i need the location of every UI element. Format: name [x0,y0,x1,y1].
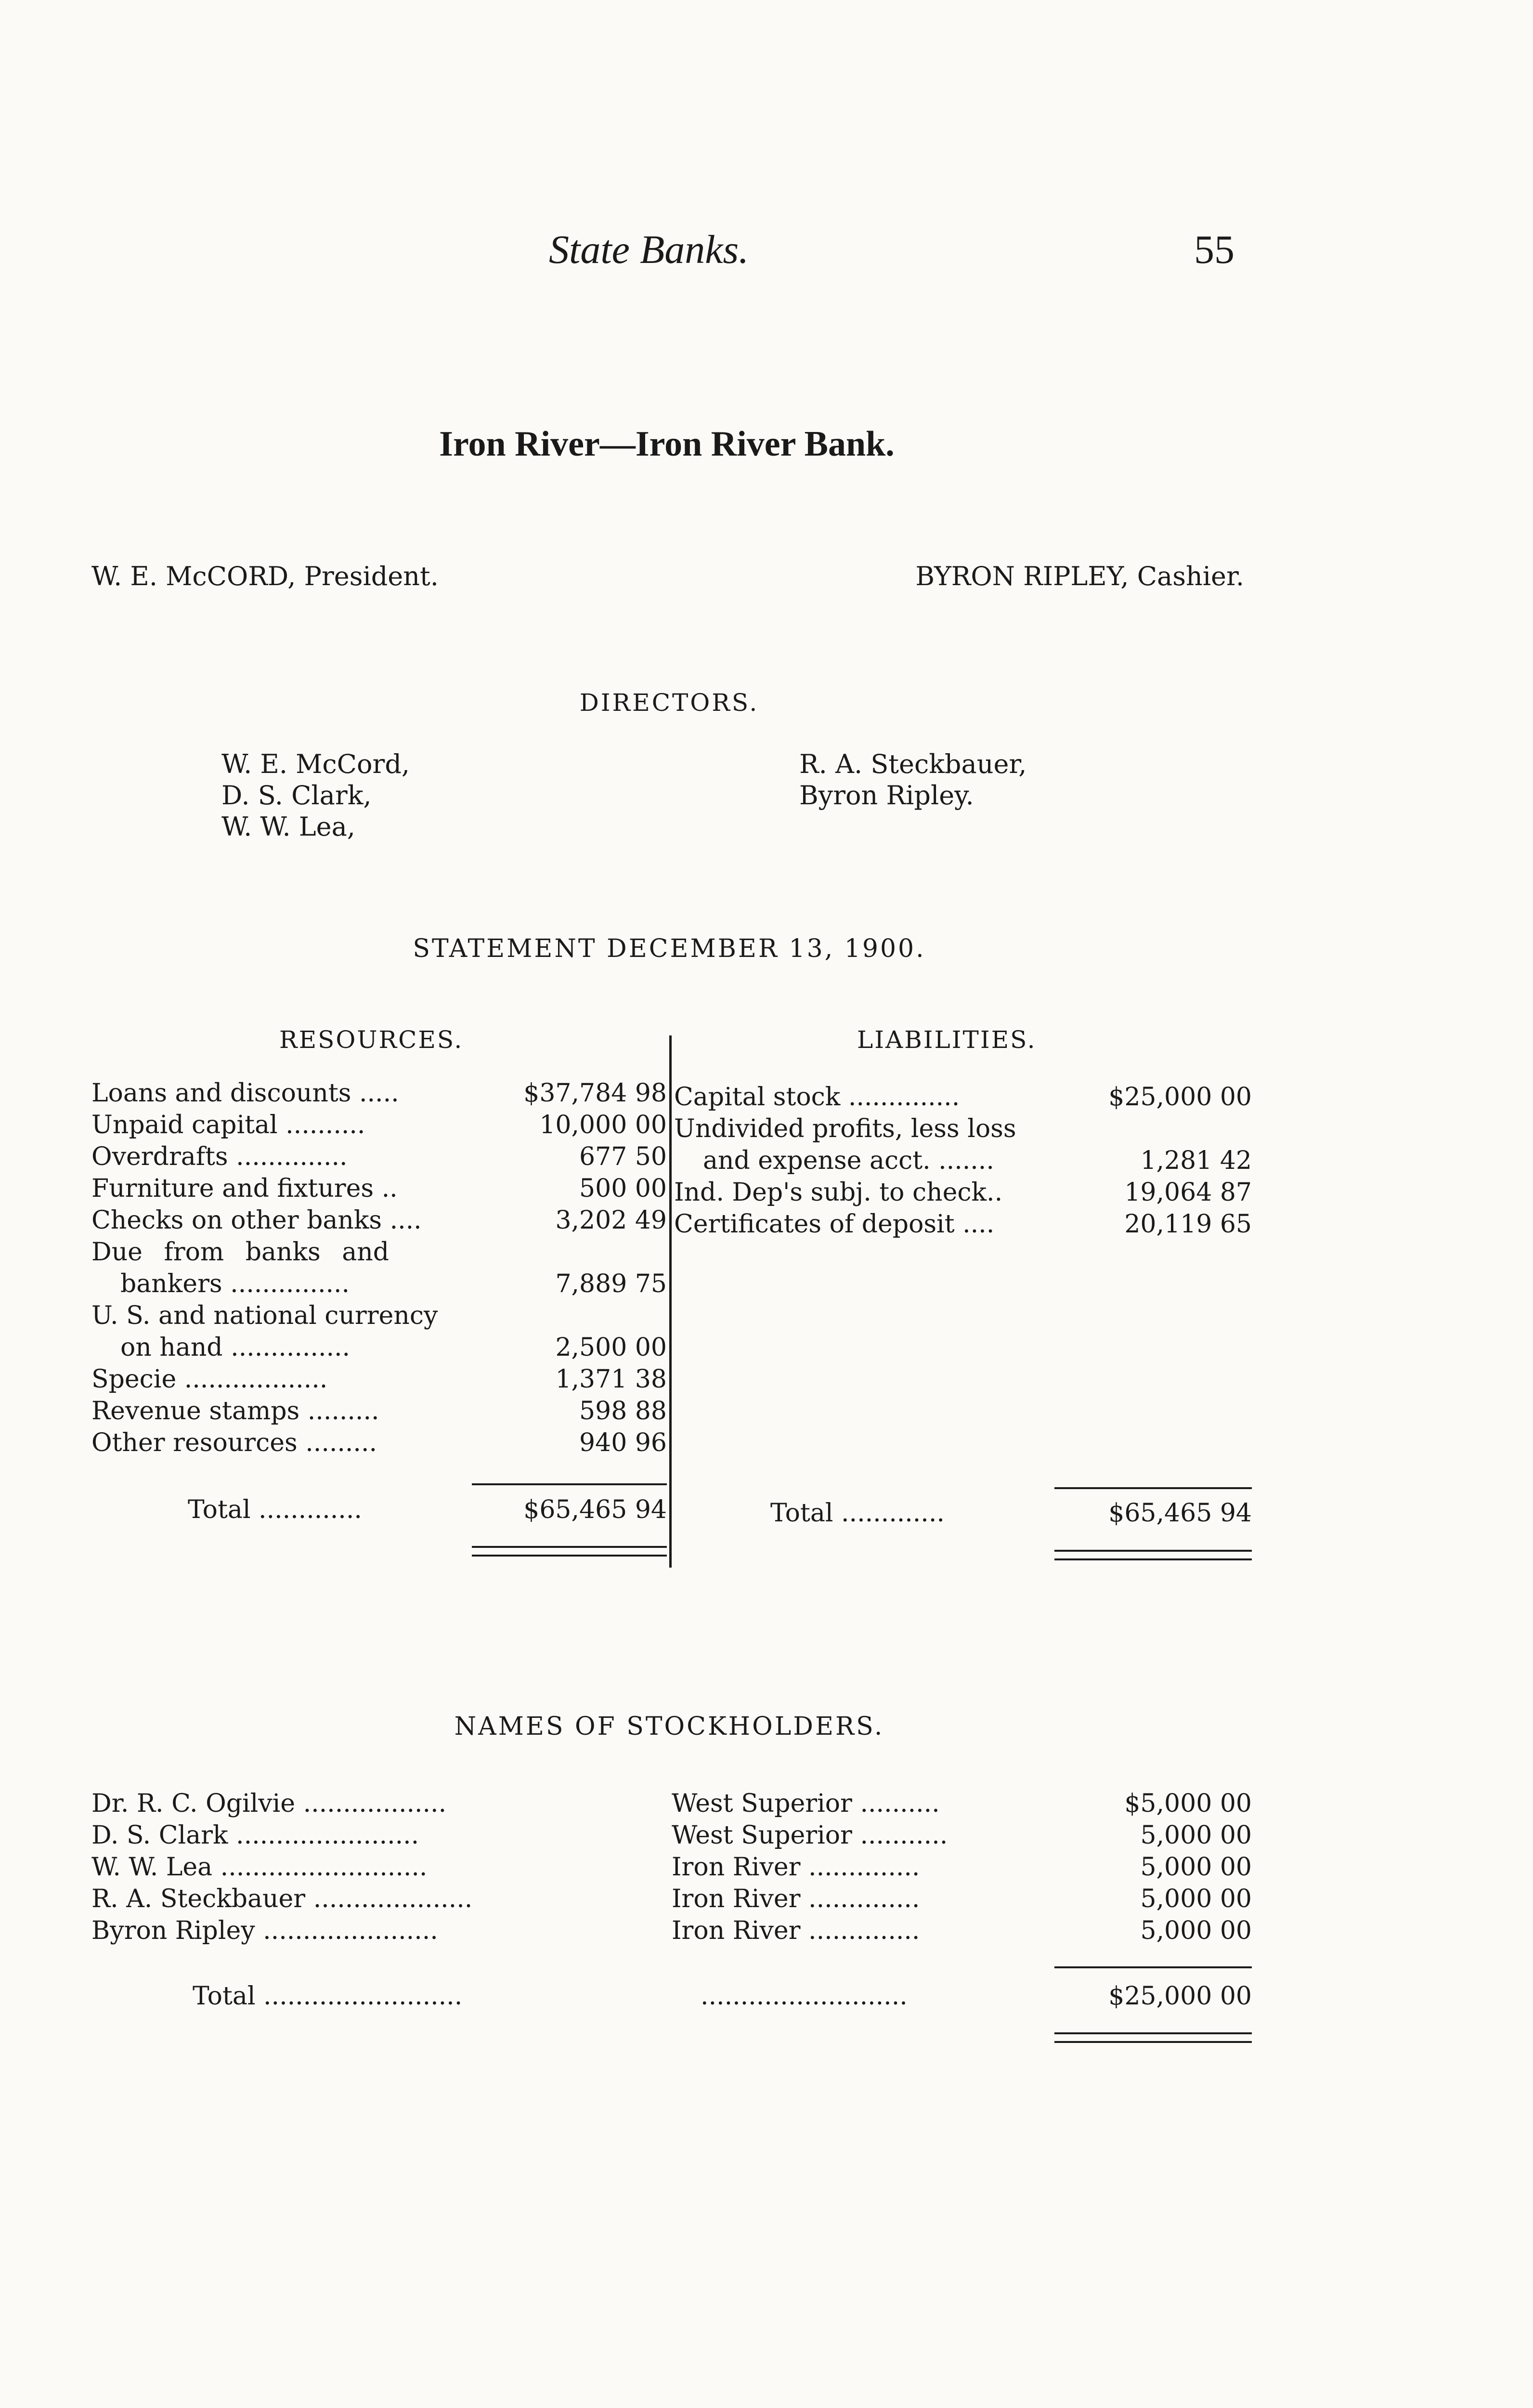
stockholder-row [91,1789,1252,1821]
stockholder-row [91,1853,1252,1885]
resource-label: Unpaid capital .......... [91,1111,365,1139]
stockholder-residence: Iron River .............. [672,1885,920,1913]
resource-row [91,1269,667,1301]
page-number: 55 [1194,227,1234,272]
stockholders-total-dots: .......................... [701,1982,908,2011]
resource-row [91,1111,667,1142]
resource-label: Specie .................. [91,1365,328,1394]
resource-label: Loans and discounts ..... [91,1079,399,1108]
bank-title: Iron River—Iron River Bank. [439,424,895,464]
resource-amount: $37,784 98 [523,1079,667,1108]
director-name: W. W. Lea, [221,811,355,842]
column-divider [669,1035,672,1568]
resource-row [91,1365,667,1397]
liability-label: Certificates of deposit .... [674,1210,995,1239]
stockholder-name: Byron Ripley ...................... [91,1916,438,1945]
liability-label: Ind. Dep's subj. to check.. [674,1178,1003,1207]
resource-row [91,1428,667,1460]
resource-row [91,1142,667,1174]
stockholder-amount: 5,000 00 [1140,1853,1252,1882]
liability-row [674,1210,1252,1242]
resource-label: U. S. and national currency [91,1301,438,1330]
resource-label: bankers ............... [120,1269,350,1298]
stockholder-residence: Iron River .............. [672,1916,920,1945]
stockholders-total-amount: $25,000 00 [1108,1982,1252,2011]
stockholder-amount: 5,000 00 [1140,1916,1252,1945]
resource-amount: 598 88 [579,1397,667,1426]
resource-label: Checks on other banks .... [91,1206,422,1235]
liability-label: Undivided profits, less loss [674,1114,1016,1143]
officer-president: W. E. McCORD, President. [91,561,439,591]
resource-row [91,1079,667,1111]
resource-amount: 500 00 [579,1174,667,1203]
resource-amount: 2,500 00 [555,1333,667,1362]
stockholder-amount: $5,000 00 [1124,1789,1252,1818]
director-name: W. E. McCord, [221,749,410,779]
statement-heading: STATEMENT DECEMBER 13, 1900. [413,934,926,963]
resource-row [91,1238,667,1269]
stockholder-residence: West Superior ........... [672,1821,948,1850]
stockholders-total-row [91,1982,1252,2014]
resource-label: Revenue stamps ......... [91,1397,379,1426]
resource-row [91,1301,667,1333]
resource-label: Due from banks and [91,1238,390,1267]
resource-row [91,1397,667,1428]
resource-amount: 10,000 00 [539,1111,667,1139]
resource-label: Overdrafts .............. [91,1142,348,1171]
resource-row [91,1206,667,1238]
total-rule [1054,1487,1252,1489]
stockholders-heading: NAMES OF STOCKHOLDERS. [454,1712,884,1741]
liabilities-total-row [674,1499,1252,1531]
running-head: State Banks. [549,227,749,272]
resource-amount: 7,889 75 [555,1269,667,1298]
liabilities-heading: LIABILITIES. [857,1026,1037,1054]
director-name: Byron Ripley. [799,780,974,811]
resource-label: on hand ............... [120,1333,351,1362]
stockholder-name: Dr. R. C. Ogilvie .................. [91,1789,447,1818]
liabilities-total-label: Total ............. [770,1499,945,1528]
resources-heading: RESOURCES. [279,1026,464,1054]
liability-amount: 20,119 65 [1124,1210,1252,1239]
liability-amount: 19,064 87 [1124,1178,1252,1207]
resources-total-row [91,1495,667,1527]
stockholder-name: R. A. Steckbauer .................... [91,1885,473,1913]
stockholder-residence: Iron River .............. [672,1853,920,1882]
stockholders-total-label: Total ......................... [193,1982,463,2011]
resources-total-amount: $65,465 94 [523,1495,667,1524]
total-rule [472,1483,667,1485]
resources-total-label: Total ............. [188,1495,362,1524]
stockholder-row [91,1916,1252,1948]
resource-label: Furniture and fixtures .. [91,1174,398,1203]
stockholder-amount: 5,000 00 [1140,1821,1252,1850]
liability-label: Capital stock .............. [674,1083,960,1112]
total-rule [1054,1966,1252,1968]
stockholder-name: W. W. Lea .......................... [91,1853,428,1882]
director-name: R. A. Steckbauer, [799,749,1027,779]
resource-amount: 1,371 38 [555,1365,667,1394]
liability-row [674,1178,1252,1210]
resource-amount: 677 50 [579,1142,667,1171]
officer-cashier: BYRON RIPLEY, Cashier. [915,561,1244,591]
liability-row [674,1114,1252,1146]
stockholder-residence: West Superior .......... [672,1789,940,1818]
liability-row [674,1146,1252,1178]
stockholder-row [91,1821,1252,1853]
stockholder-name: D. S. Clark ....................... [91,1821,419,1850]
liability-row [674,1083,1252,1114]
resource-amount: 940 96 [579,1428,667,1457]
double-rule [1054,2032,1252,2043]
directors-heading: DIRECTORS. [579,689,759,717]
liability-amount: 1,281 42 [1140,1146,1252,1175]
resource-row [91,1174,667,1206]
liabilities-total-amount: $65,465 94 [1108,1499,1252,1528]
director-name: D. S. Clark, [221,780,372,811]
stockholder-amount: 5,000 00 [1140,1885,1252,1913]
resource-label: Other resources ......... [91,1428,377,1457]
liability-label: and expense acct. ....... [703,1146,994,1175]
double-rule [472,1546,667,1557]
liability-amount: $25,000 00 [1108,1083,1252,1112]
double-rule [1054,1550,1252,1560]
resource-amount: 3,202 49 [555,1206,667,1235]
stockholder-row [91,1885,1252,1916]
resource-row [91,1333,667,1365]
